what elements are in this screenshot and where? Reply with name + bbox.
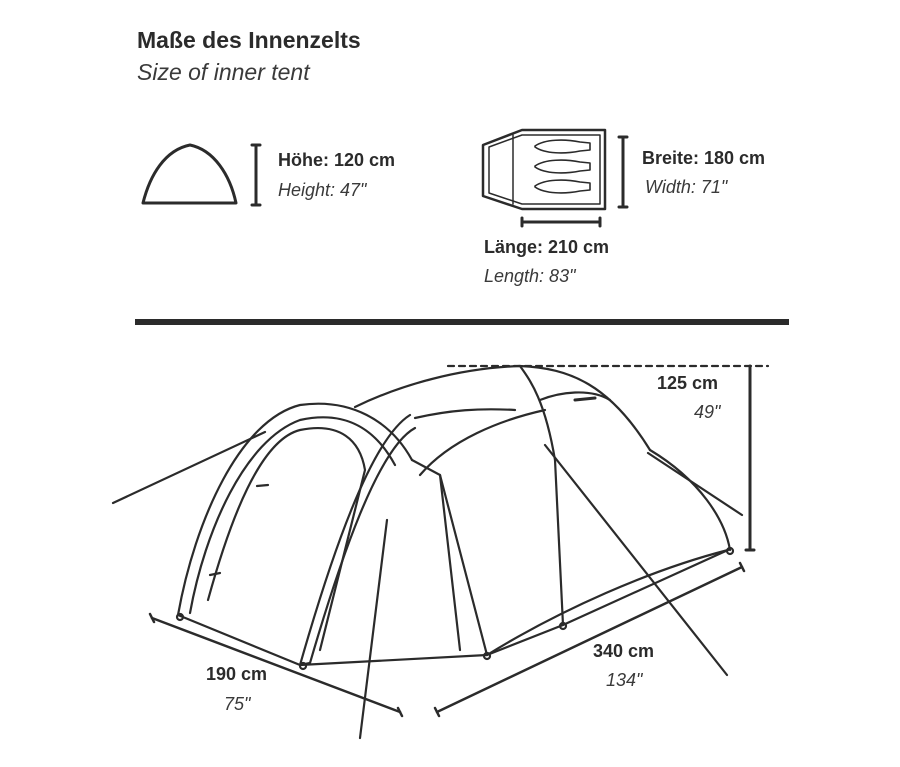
outer-width-metric: 190 cm <box>206 664 268 684</box>
outer-height-imperial: 49" <box>694 402 721 422</box>
inner-tent-floorplan-icon <box>483 130 605 209</box>
title-english: Size of inner tent <box>137 59 310 85</box>
outer-length-metric: 340 cm <box>593 641 655 661</box>
title-german: Maße des Innenzelts <box>137 27 361 53</box>
inner-width-label-en: Width: 71" <box>645 177 728 197</box>
outer-tent-illustration <box>113 366 742 738</box>
outer-length-imperial: 134" <box>606 670 643 690</box>
inner-length-dimension-line <box>522 218 600 226</box>
inner-width-label-de: Breite: 180 cm <box>642 148 766 168</box>
sleeping-bag-icon <box>535 140 590 193</box>
inner-width-dimension-line <box>619 137 627 207</box>
outer-height-metric: 125 cm <box>657 373 719 393</box>
outer-width-imperial: 75" <box>224 694 251 714</box>
inner-tent-profile-icon <box>143 145 236 203</box>
inner-length-label-en: Length: 83" <box>484 266 576 286</box>
inner-height-label-de: Höhe: 120 cm <box>278 150 396 170</box>
inner-height-label-en: Height: 47" <box>278 180 367 200</box>
inner-length-label-de: Länge: 210 cm <box>484 237 610 257</box>
inner-height-dimension-line <box>252 145 260 205</box>
